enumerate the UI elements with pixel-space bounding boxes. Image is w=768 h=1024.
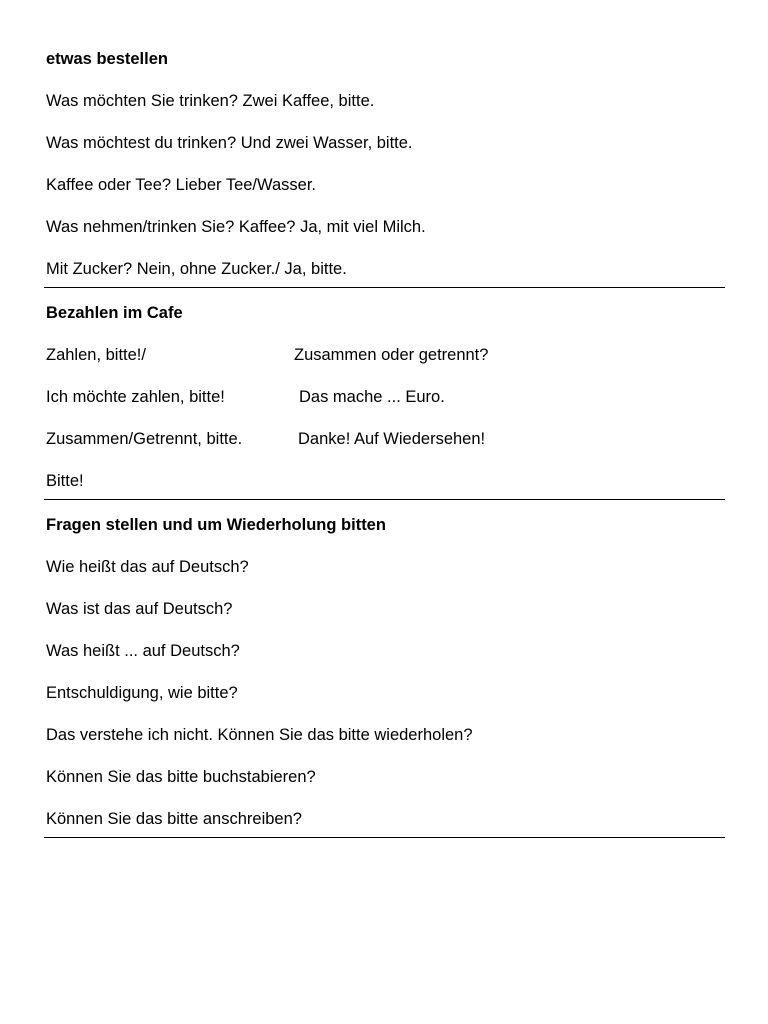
phrase-line: Entschuldigung, wie bitte? — [46, 684, 238, 702]
phrase-line: Was ist das auf Deutsch? — [46, 600, 233, 618]
phrase-line: Mit Zucker? Nein, ohne Zucker./ Ja, bitte. — [46, 260, 347, 278]
section-heading: Fragen stellen und um Wiederholung bitten — [46, 516, 386, 534]
phrase-line: Kaffee oder Tee? Lieber Tee/Wasser. — [46, 176, 316, 194]
phrase-line: Können Sie das bitte anschreiben? — [46, 810, 302, 828]
phrase-right: Zusammen oder getrennt? — [294, 346, 489, 364]
phrase-line: Können Sie das bitte buchstabieren? — [46, 768, 316, 786]
phrase-left: Ich möchte zahlen, bitte! — [46, 388, 225, 406]
phrase-left: Bitte! — [46, 472, 84, 490]
phrase-line: Was nehmen/trinken Sie? Kaffee? Ja, mit viel Milch. — [46, 218, 426, 236]
section-paying — [44, 288, 725, 500]
phrase-line: Was möchten Sie trinken? Zwei Kaffee, bitte. — [46, 92, 375, 110]
phrase-left: Zahlen, bitte!/ — [46, 346, 146, 364]
phrase-line: Das verstehe ich nicht. Können Sie das bitte wiederholen? — [46, 726, 473, 744]
phrase-right: Das mache ... Euro. — [299, 388, 445, 406]
section-questions — [44, 500, 725, 838]
phrase-line: Was heißt ... auf Deutsch? — [46, 642, 240, 660]
phrase-left: Zusammen/Getrennt, bitte. — [46, 430, 243, 448]
section-ordering — [44, 48, 725, 288]
phrase-right: Danke! Auf Wiedersehen! — [298, 430, 486, 448]
phrase-line: Was möchtest du trinken? Und zwei Wasser, bitte. — [46, 134, 413, 152]
section-heading: etwas bestellen — [46, 50, 168, 68]
phrase-line: Wie heißt das auf Deutsch? — [46, 558, 249, 576]
section-heading: Bezahlen im Cafe — [46, 304, 183, 322]
